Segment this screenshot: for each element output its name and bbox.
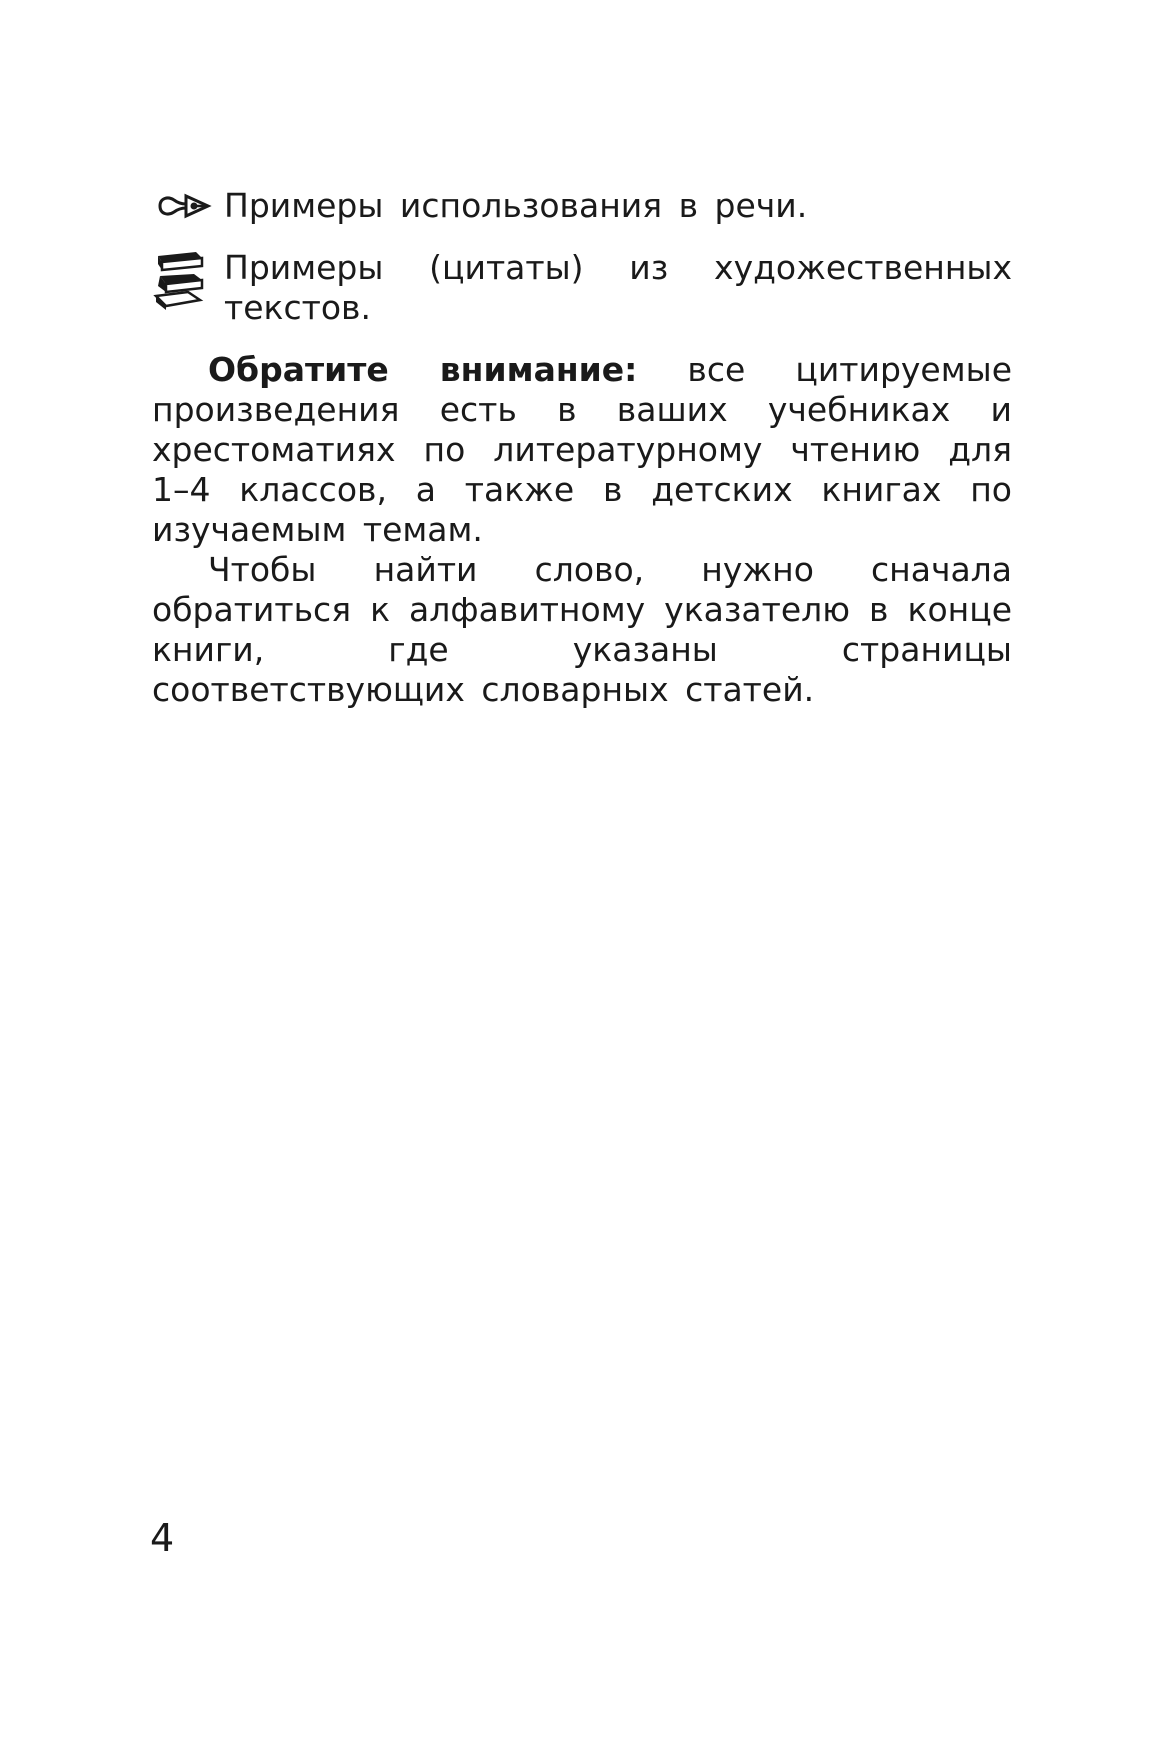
notice-body: все цитируемые произведения есть в ваших учебниках и хрестоматиях по литературному чтению для 1–4 классов, а также в детских книгах по изучаемым темам.: [152, 350, 1012, 549]
legend-text: Примеры использования в речи.: [224, 186, 808, 225]
legend-text: Примеры (цитаты) из художественных текстов.: [224, 248, 1012, 327]
legend-item-literary-quotes: [152, 248, 1012, 328]
instruction-paragraph: Чтобы найти слово, нужно сначала обратиться к алфавитному указателю в конце книги, где указаны страницы соответствующих словарных статей.: [152, 550, 1012, 709]
book-stack-icon: [152, 248, 224, 308]
notice-paragraph: [152, 350, 1012, 550]
notice-lead: Обратите внимание:: [208, 350, 638, 389]
page-number: 4: [150, 1516, 175, 1560]
legend-item-speech-usage: [152, 186, 1012, 246]
pen-nib-icon: [152, 186, 224, 246]
